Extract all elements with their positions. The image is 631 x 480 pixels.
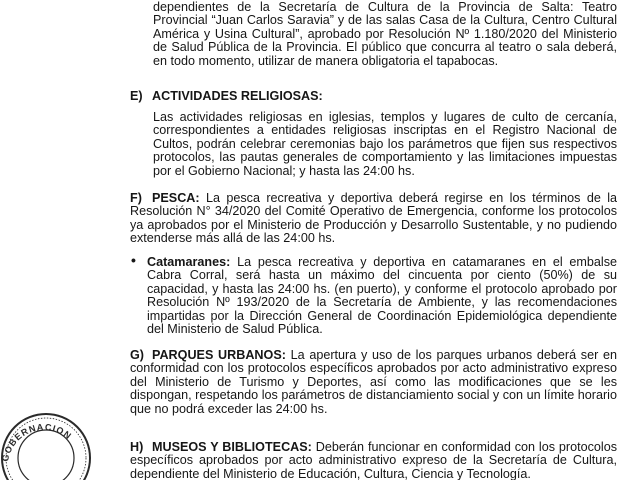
section-h-letter: H)	[130, 440, 144, 454]
section-g-letter: G)	[130, 348, 144, 362]
catamaranes-bullet: •	[131, 252, 136, 268]
section-g-paragraph	[130, 349, 617, 416]
intro-paragraph: dependientes de la Secretaría de Cultura de la Provincia de Salta: Teatro Provincial “Juan Carlos Saravia” y de las salas Casa de la Cultura, Centro Cultural América y Usina Cultural”, aprobado por Resolución Nº 1.180/2020 del Ministerio de Salud Pública de la Provincia. El público que concurra al teatro o sala deberá, en todo momento, utilizar de manera obligatoria el tapabocas.	[153, 0, 617, 68]
catamaranes-title: Catamaranes:	[147, 255, 231, 269]
section-e-body: Las actividades religiosas en iglesias, templos y lugares de culto de cercanía, correspondientes a entidades religiosas inscriptas en el Registro Nacional de Cultos, podrán celebrar ceremonias bajo los parámetros que fijen sus respectivos protocolos, las pautas generales de comportamiento y las limitaciones impuestas por el Gobierno Nacional; y hasta las 24:00 hs.	[153, 110, 617, 178]
section-g-title: PARQUES URBANOS:	[152, 348, 286, 362]
section-f-paragraph	[130, 192, 617, 246]
section-e-heading	[130, 90, 323, 103]
section-h-paragraph	[130, 441, 617, 480]
catamaranes-paragraph	[147, 256, 617, 336]
section-h-body: Deberán funcionar en conformidad con los protocolos específicos aprobados por acto administrativo expreso de la Secretaría de Cultura, dependiente del Ministerio de Educación, Cultura, Ciencia y Tecnología.	[130, 440, 618, 480]
section-f-letter: F)	[130, 191, 142, 205]
section-f-body: La pesca recreativa y deportiva deberá regirse en los términos de la Resolución N° 34/2020 del Comité Operativo de Emergencia, conforme los protocolos ya aprobados por el Ministerio de Producción y Desarrollo Sustentable, y no pudiendo extenderse más allá de las 24:00 hs.	[130, 191, 617, 246]
catamaranes-body: La pesca recreativa y deportiva en catamaranes en el embalse Cabra Corral, será hasta un máximo del cincuenta por ciento (50%) de su capacidad, y hasta las 24:00 hs. (en puerto), y conforme el protocolo aprobado por Resolución Nº 193/2020 de la Secretaría de Ambiente, y las recomendaciones impartidas por la Dirección General de Coordinación Epidemiológica dependiente del Ministerio de Salud Pública.	[147, 255, 617, 337]
svg-text:GOBERNACION	[0, 422, 74, 463]
section-e-letter: E)	[130, 89, 143, 103]
section-e-title: ACTIVIDADES RELIGIOSAS:	[152, 89, 323, 103]
section-h-title: MUSEOS Y BIBLIOTECAS:	[152, 440, 312, 454]
seal-text: GOBERNACION	[0, 421, 74, 463]
government-seal-stamp	[0, 400, 92, 480]
section-g-body: La apertura y uso de los parques urbanos deberá ser en conformidad con los protocolos específicos aprobados por acto administrativo expreso del Ministerio de Turismo y Deportes, así como las modificaciones que se les dispongan, respetando los parámetros de distanciamiento social y con un límite horario que no podrá exceder las 24:00 hs.	[130, 348, 617, 416]
section-f-title: PESCA:	[152, 191, 200, 205]
